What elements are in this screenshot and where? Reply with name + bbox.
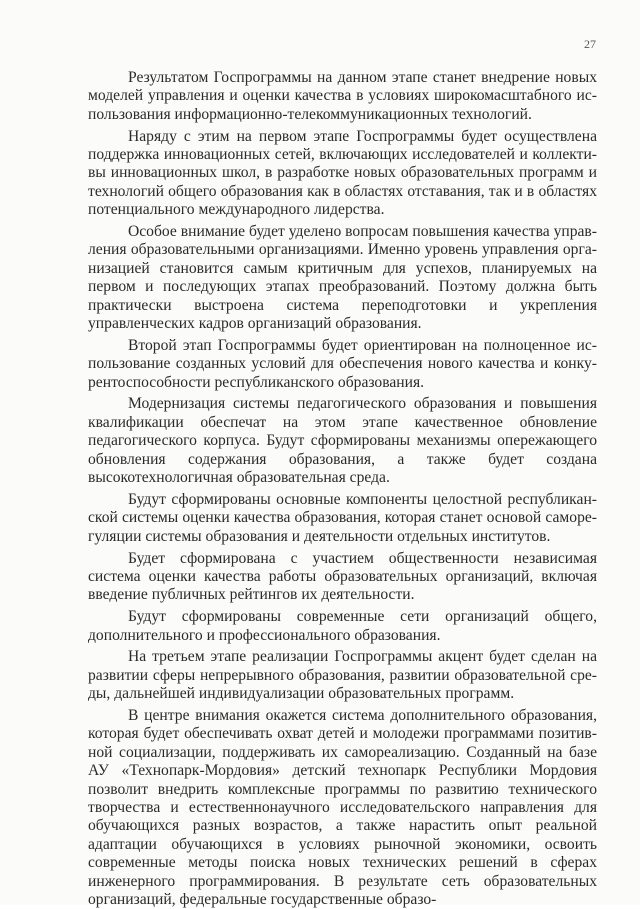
paragraph: В центре внимания окажется система дополнительного образования, которая будет обеспечивать охват детей и молодежи программами позитивной социализации, поддерживать их самореализацию. Созданный на базе АУ «Технопарк-Мордовия» детский технопарк Республики Мордовия позволит внедрить комплексные программы по развитию технического творчества и естественнонаучного исследовательского направления для обучающихся разных возрастов, а также нарастить опыт реальной адаптации обучающихся в условиях рыночной экономики, освоить современные методы поиска новых технических решений в сферах инженерного программирования. В результате сеть образовательных организаций, федеральные государственные образо-: [88, 706, 597, 908]
paragraph: Будут сформированы основные компоненты целостной республиканской системы оценки качества образования, которая станет основой саморегуляции системы образования и деятельности отдельных институтов.: [88, 490, 597, 545]
paragraph: Особое внимание будет уделено вопросам повышения качества управления образовательными организациями. Именно уровень управления организацией становится самым критичным для успехов, планируемых на первом и последующих этапах преобразований. Поэтому должна быть практически выстроена система переподготовки и укрепления управленческих кадров организаций образования.: [88, 223, 597, 333]
paragraph: Наряду с этим на первом этапе Госпрограммы будет осуществлена поддержка инновационных сетей, включающих исследователей и коллективы инновационных школ, в разработке новых образовательных программ и технологий общего образования как в областях отставания, так и в областях потенциального международного лидерства.: [88, 127, 597, 219]
paragraph: Второй этап Госпрограммы будет ориентирован на полноценное использование созданных условий для обеспечения нового качества и конкурентоспособности республиканского образования.: [88, 336, 597, 391]
body-text: [88, 69, 597, 909]
paragraph: Результатом Госпрограммы на данном этапе станет внедрение новых моделей управления и оценки качества в условиях широкомасштабного использования информационно-телекоммуникационных технологий.: [88, 69, 597, 123]
page-number: 27: [584, 37, 596, 51]
paragraph: На третьем этапе реализации Госпрограммы акцент будет сделан на развитии сферы непрерывного образования, развитии образовательной среды, дальнейшей индивидуализации образовательных программ.: [88, 648, 597, 703]
paragraph: Модернизация системы педагогического образования и повышения квалификации обеспечат на этом этапе качественное обновление педагогического корпуса. Будут сформированы механизмы опережающего обновления содержания образования, а также будет создана высокотехнологичная образовательная среда.: [88, 395, 597, 487]
paragraph: Будет сформирована с участием общественности независимая система оценки качества работы образовательных организаций, включая введение публичных рейтингов их деятельности.: [88, 549, 597, 604]
paragraph: Будут сформированы современные сети организаций общего, дополнительного и профессионального образования.: [88, 608, 597, 644]
